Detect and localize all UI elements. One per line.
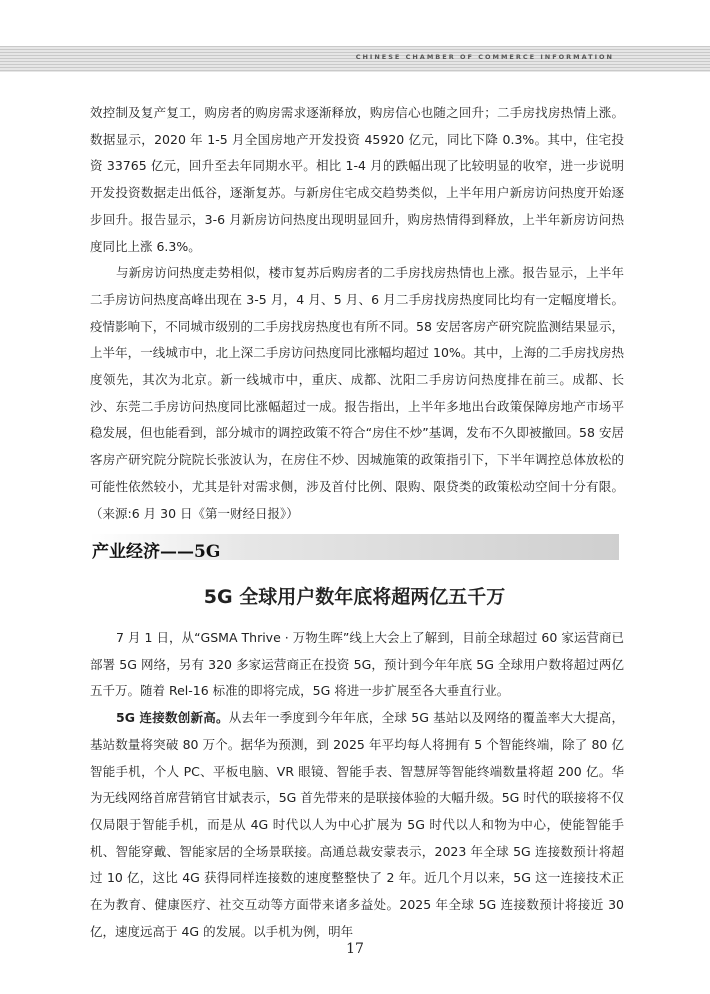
paragraph [90,705,624,945]
paragraph: 效控制及复产复工，购房者的购房需求逐渐释放，购房信心也随之回升；二手房找房热情上涨。数据显示，2020 年 1-5 月全国房地产开发投资 45920 亿元，同比下降 0.3%。其中，住宅投资 33765 亿元，回升至去年同期水平。相比 1-4 月的跌幅出现了比较明显的收窄，进一步说明开发投资数据走出低谷，逐渐复苏。与新房住宅成交趋势类似，上半年用户新房访问热度开始逐步回升。报告显示，3-6 月新房访问热度出现明显回升，购房热情得到释放，上半年新房访问热度同比上涨 6.3%。 [90,105,624,254]
paragraph: 与新房访问热度走势相似，楼市复苏后购房者的二手房找房热情也上涨。报告显示，上半年二手房访问热度高峰出现在 3-5 月，4 月、5 月、6 月二手房找房热度同比均有一定幅度增长。疫情影响下，不同城市级别的二手房找房热度也有所不同。58 安居客房产研究院监测结果显示，上半年，一线城市中，北上深二手房访问热度同比涨幅均超过 10%。其中，上海的二手房找房热度领先，其次为北京。新一线城市中，重庆、成都、沈阳二手房访问热度排在前三。成都、长沙、东莞二手房访问热度同比涨幅超过一成。报告指出，上半年多地出台政策保障房地产市场平稳发展，但也能看到，部分城市的调控政策不符合“房住不炒”基调，发布不久即被撤回。58 安居客房产研究院分院院长张波认为，在房住不炒、因城施策的政策指引下，下半年调控总体放松的可能性依然较小，尤其是针对需求侧，涉及首付比例、限购、限贷类的政策松动空间十分有限。（来源:6 月 30 日《第一财经日报》） [90,265,624,521]
article-continued [90,100,624,527]
lead-phrase: 5G 连接数创新高。 [116,710,229,726]
article-title: 5G 全球用户数年底将超两亿五千万 [203,586,506,608]
page-number: 17 [346,941,364,957]
intro-paragraph: 7 月 1 日，从“GSMA Thrive · 万物生晖”线上大会上了解到，目前全球超过 60 家运营商已部署 5G 网络，另有 320 多家运营商正在投资 5G，预计到今年年底 5G 全球用户数将超过两亿五千万。随着 Rel-16 标准的即将完成，5G 将进一步扩展至各大垂直行业。 [90,630,624,699]
section-title: 产业经济——5G [92,542,221,562]
paragraph-text: 从去年一季度到今年年底，全球 5G 基站以及网络的覆盖率大大提高，基站数量将突破 80 万个。据华为预测，到 2025 年平均每人将拥有 5 个智能终端，除了 80 亿智能手机，个人 PC、平板电脑、VR 眼镜、智能手表、智慧屏等智能终端数量将超 200 亿。华为无线网络首席营销官甘斌表示，5G 首先带来的是联接体验的大幅升级。5G 时代的联接将不仅仅局限于智能手机，而是从 4G 时代以人为中心扩展为 5G 时代以人和物为中心，使能智能手机、智能穿戴、智能家居的全场景联接。高通总裁安蒙表示，2023 年全球 5G 连接数预计将超过 10 亿，这比 4G 获得同样连接数的速度整整快了 2 年。近几个月以来，5G 这一连接技术正在为教育、健康医疗、社交互动等方面带来诸多益处。2025 年全球 5G 连接数预计将接近 30 亿，速度远高于 4G 的发展。以手机为例，明年 [90,710,625,939]
article-body [90,625,624,945]
running-header: CHINESE CHAMBER OF COMMERCE INFORMATION [355,53,614,61]
